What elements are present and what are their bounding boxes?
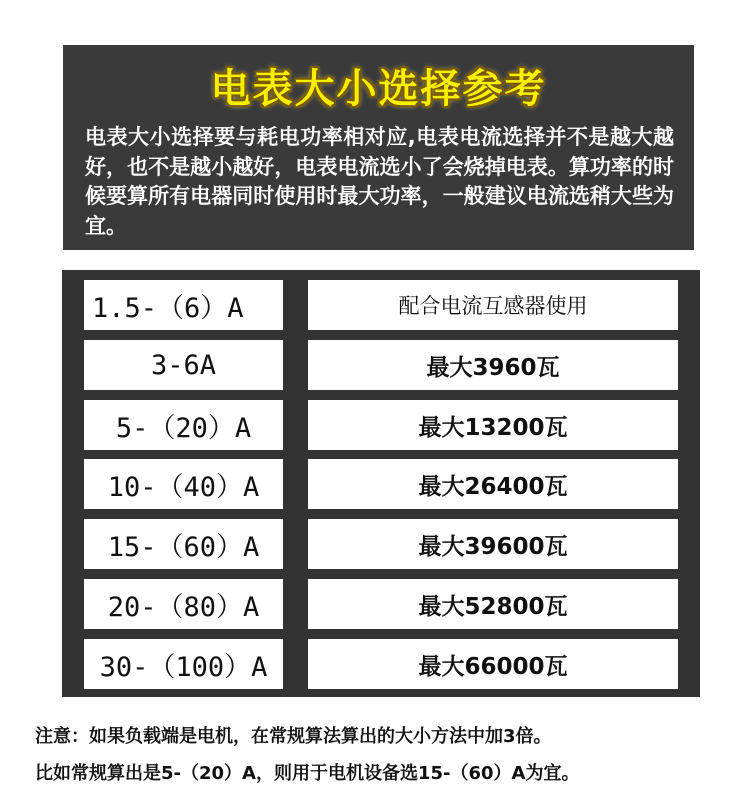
table-row bbox=[62, 340, 700, 390]
intro-text: 电表大小选择要与耗电功率相对应,电表电流选择并不是越大越好，也不是越小越好，电表电流选小了会烧掉电表。算功率的时候要算所有电器同时使用时最大功率，一般建议电流选稍大些为宜。 bbox=[85, 125, 674, 238]
table-row bbox=[62, 400, 700, 450]
current-rating-cell: 30-（100）A bbox=[84, 639, 283, 689]
current-rating-cell: 15-（60）A bbox=[84, 519, 283, 569]
page-title: 电表大小选择参考 bbox=[210, 66, 547, 112]
max-power-cell: 最大3960瓦 bbox=[308, 340, 678, 390]
header-panel bbox=[63, 45, 694, 250]
table-row bbox=[62, 579, 700, 629]
spec-table bbox=[62, 270, 700, 697]
max-power-cell: 最大39600瓦 bbox=[308, 519, 678, 569]
current-rating-cell: 1.5-（6）A bbox=[84, 280, 283, 330]
motor-note-line-1: 注意：如果负载端是电机，在常规算法算出的大小方法中加3倍。 bbox=[35, 726, 552, 747]
current-rating-cell: 20-（80）A bbox=[84, 579, 283, 629]
table-row bbox=[62, 459, 700, 509]
current-rating-cell: 5-（20）A bbox=[84, 400, 283, 450]
max-power-cell: 最大26400瓦 bbox=[308, 459, 678, 509]
current-rating-cell: 10-（40）A bbox=[84, 459, 283, 509]
motor-note-line-2: 比如常规算出是5-（20）A，则用于电机设备选15-（60）A为宜。 bbox=[35, 763, 580, 784]
max-power-cell: 配合电流互感器使用 bbox=[308, 280, 678, 330]
current-rating-cell: 3-6A bbox=[84, 340, 283, 390]
table-row bbox=[62, 280, 700, 330]
max-power-cell: 最大66000瓦 bbox=[308, 639, 678, 689]
table-row bbox=[62, 519, 700, 569]
max-power-cell: 最大52800瓦 bbox=[308, 579, 678, 629]
table-row bbox=[62, 639, 700, 689]
max-power-cell: 最大13200瓦 bbox=[308, 400, 678, 450]
